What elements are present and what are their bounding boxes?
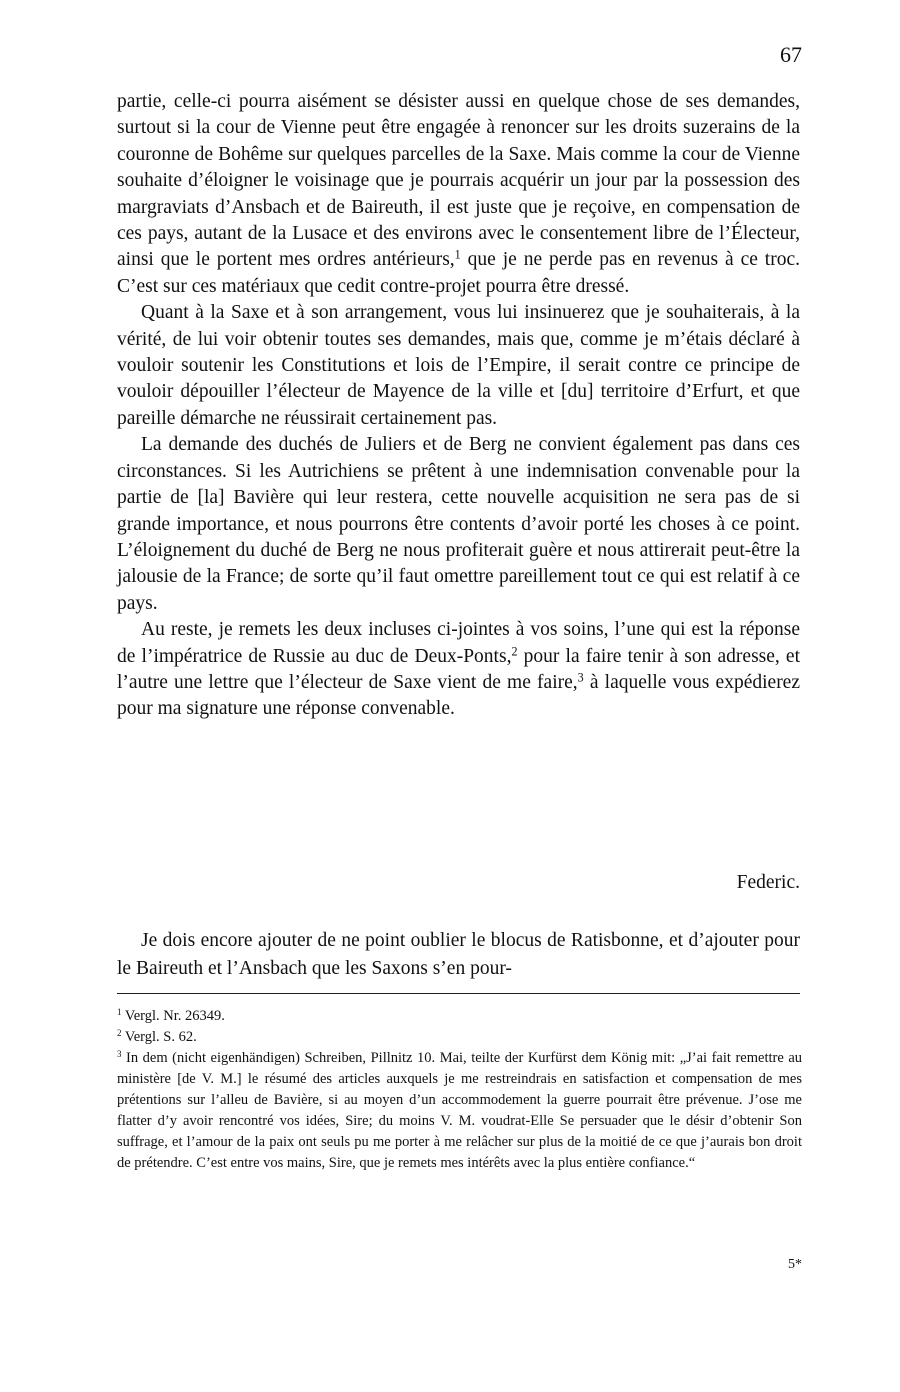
paragraph-1-end: que je ne perde pas en revenus à ce troc. C’est sur ces matériaux que cedit contre-projet pourra être dressé.	[117, 249, 800, 297]
footnote-divider	[117, 993, 800, 994]
footnote-2	[117, 1027, 802, 1048]
paragraph-4-text-b: pour la faire tenir à son adresse, et l’autre une lettre que l’électeur de Saxe vient de me faire,	[117, 645, 801, 693]
paragraph-1-text: partie, celle-ci pourra aisément se désister aussi en quelque chose de ses demandes, surtout si la cour de Vienne peut être engagée à renoncer sur les droits suzerains de la couronne de Bohême sur quelques parcelles de la Saxe. Mais comme la cour de Vienne souhaite d’éloigner le voisinage que je pourrais acquérir un jour par la possession des margraviats d’Ansbach et de Baireuth, il est juste que je reçoive, en compensation de ces pays, autant de la Lusace et des environs avec le consentement libre de l’Électeur, ainsi que le portent mes ordres antérieurs,	[117, 91, 800, 271]
paragraph-4	[117, 617, 800, 723]
footnotes	[117, 1006, 802, 1174]
paragraph-1	[117, 89, 800, 300]
paragraph-4-text-a: Au reste, je remets les deux incluses ci-jointes à vos soins, l’une qui est la réponse de l’impératrice de Russie au duc de Deux-Ponts,	[117, 619, 800, 667]
paragraph-4-text-c: à laquelle vous expédierez pour ma signature une réponse convenable.	[117, 671, 800, 720]
footnote-3-text: In dem (nicht eigenhändigen) Schreiben, Pillnitz 10. Mai, teilte der Kurfürst dem König mit: „J’ai fait remettre au ministère [de V. M.] le résumé des articles auxquels je me restreindrais en satisfaction et compensation de mes prétentions sur l’alleu de Bavière, si au moyen d’un accommodement la guerre pourrait être prévenue. J’ose me flatter d’y avoir rencontré vos idées, Sire; du moins V. M. voudrat-Elle Se persuader que le désir d’obtenir Son suffrage, et l’amour de la paix ont seuls pu me porter à me relâcher sur plus de la moitié de ce que j’aurais bon droit de prétendre. C’est entre vos mains, Sire, que je remets mes intérêts avec la plus entière confiance.“	[117, 1050, 802, 1171]
footnote-3-mark: 3	[117, 1049, 122, 1060]
footnote-2-mark: 2	[117, 1028, 122, 1039]
footnote-3	[117, 1048, 802, 1174]
printer-signature-mark: 5*	[788, 1257, 802, 1272]
signature: Federic.	[736, 872, 800, 893]
footnote-ref-1: 1	[454, 247, 461, 262]
footnote-ref-2: 2	[511, 643, 518, 658]
letter-body	[117, 89, 800, 723]
postscript: Je dois encore ajouter de ne point oublier le blocus de Ratisbonne, et d’ajouter pour le Baireuth et l’Ansbach que les Saxons s’en pour-	[117, 930, 800, 979]
footnote-1-text: Vergl. Nr. 26349.	[121, 1008, 225, 1024]
footnote-ref-3: 3	[577, 670, 584, 685]
page-number: 67	[780, 42, 802, 67]
paragraph-2: Quant à la Saxe et à son arrangement, vous lui insinuerez que je souhaiterais, à la vérité, de lui voir obtenir toutes ses demandes, mais que, comme je m’étais déclaré à vouloir soutenir les Constitutions et lois de l’Empire, il serait contre ce principe de vouloir dépouiller l’électeur de Mayence de la ville et [du] territoire d’Erfurt, et que pareille démarche ne réussirait certainement pas.	[117, 302, 800, 429]
footnote-1-mark: 1	[117, 1007, 122, 1018]
footnote-1	[117, 1006, 802, 1027]
paragraph-3: La demande des duchés de Juliers et de Berg ne convient également pas dans ces circonstances. Si les Autrichiens se prêtent à une indemnisation convenable pour la partie de [la] Bavière qui leur restera, cette nouvelle acquisition ne sera pas de si grande importance, et nous pourrons être contents d’avoir porté les choses à ce point. L’éloignement du duché de Berg ne nous profiterait guère et nous attirerait peut-être la jalousie de la France; de sorte qu’il faut omettre pareillement tout ce qui est relatif à ce pays.	[117, 434, 800, 614]
footnote-2-text: Vergl. S. 62.	[121, 1029, 197, 1045]
